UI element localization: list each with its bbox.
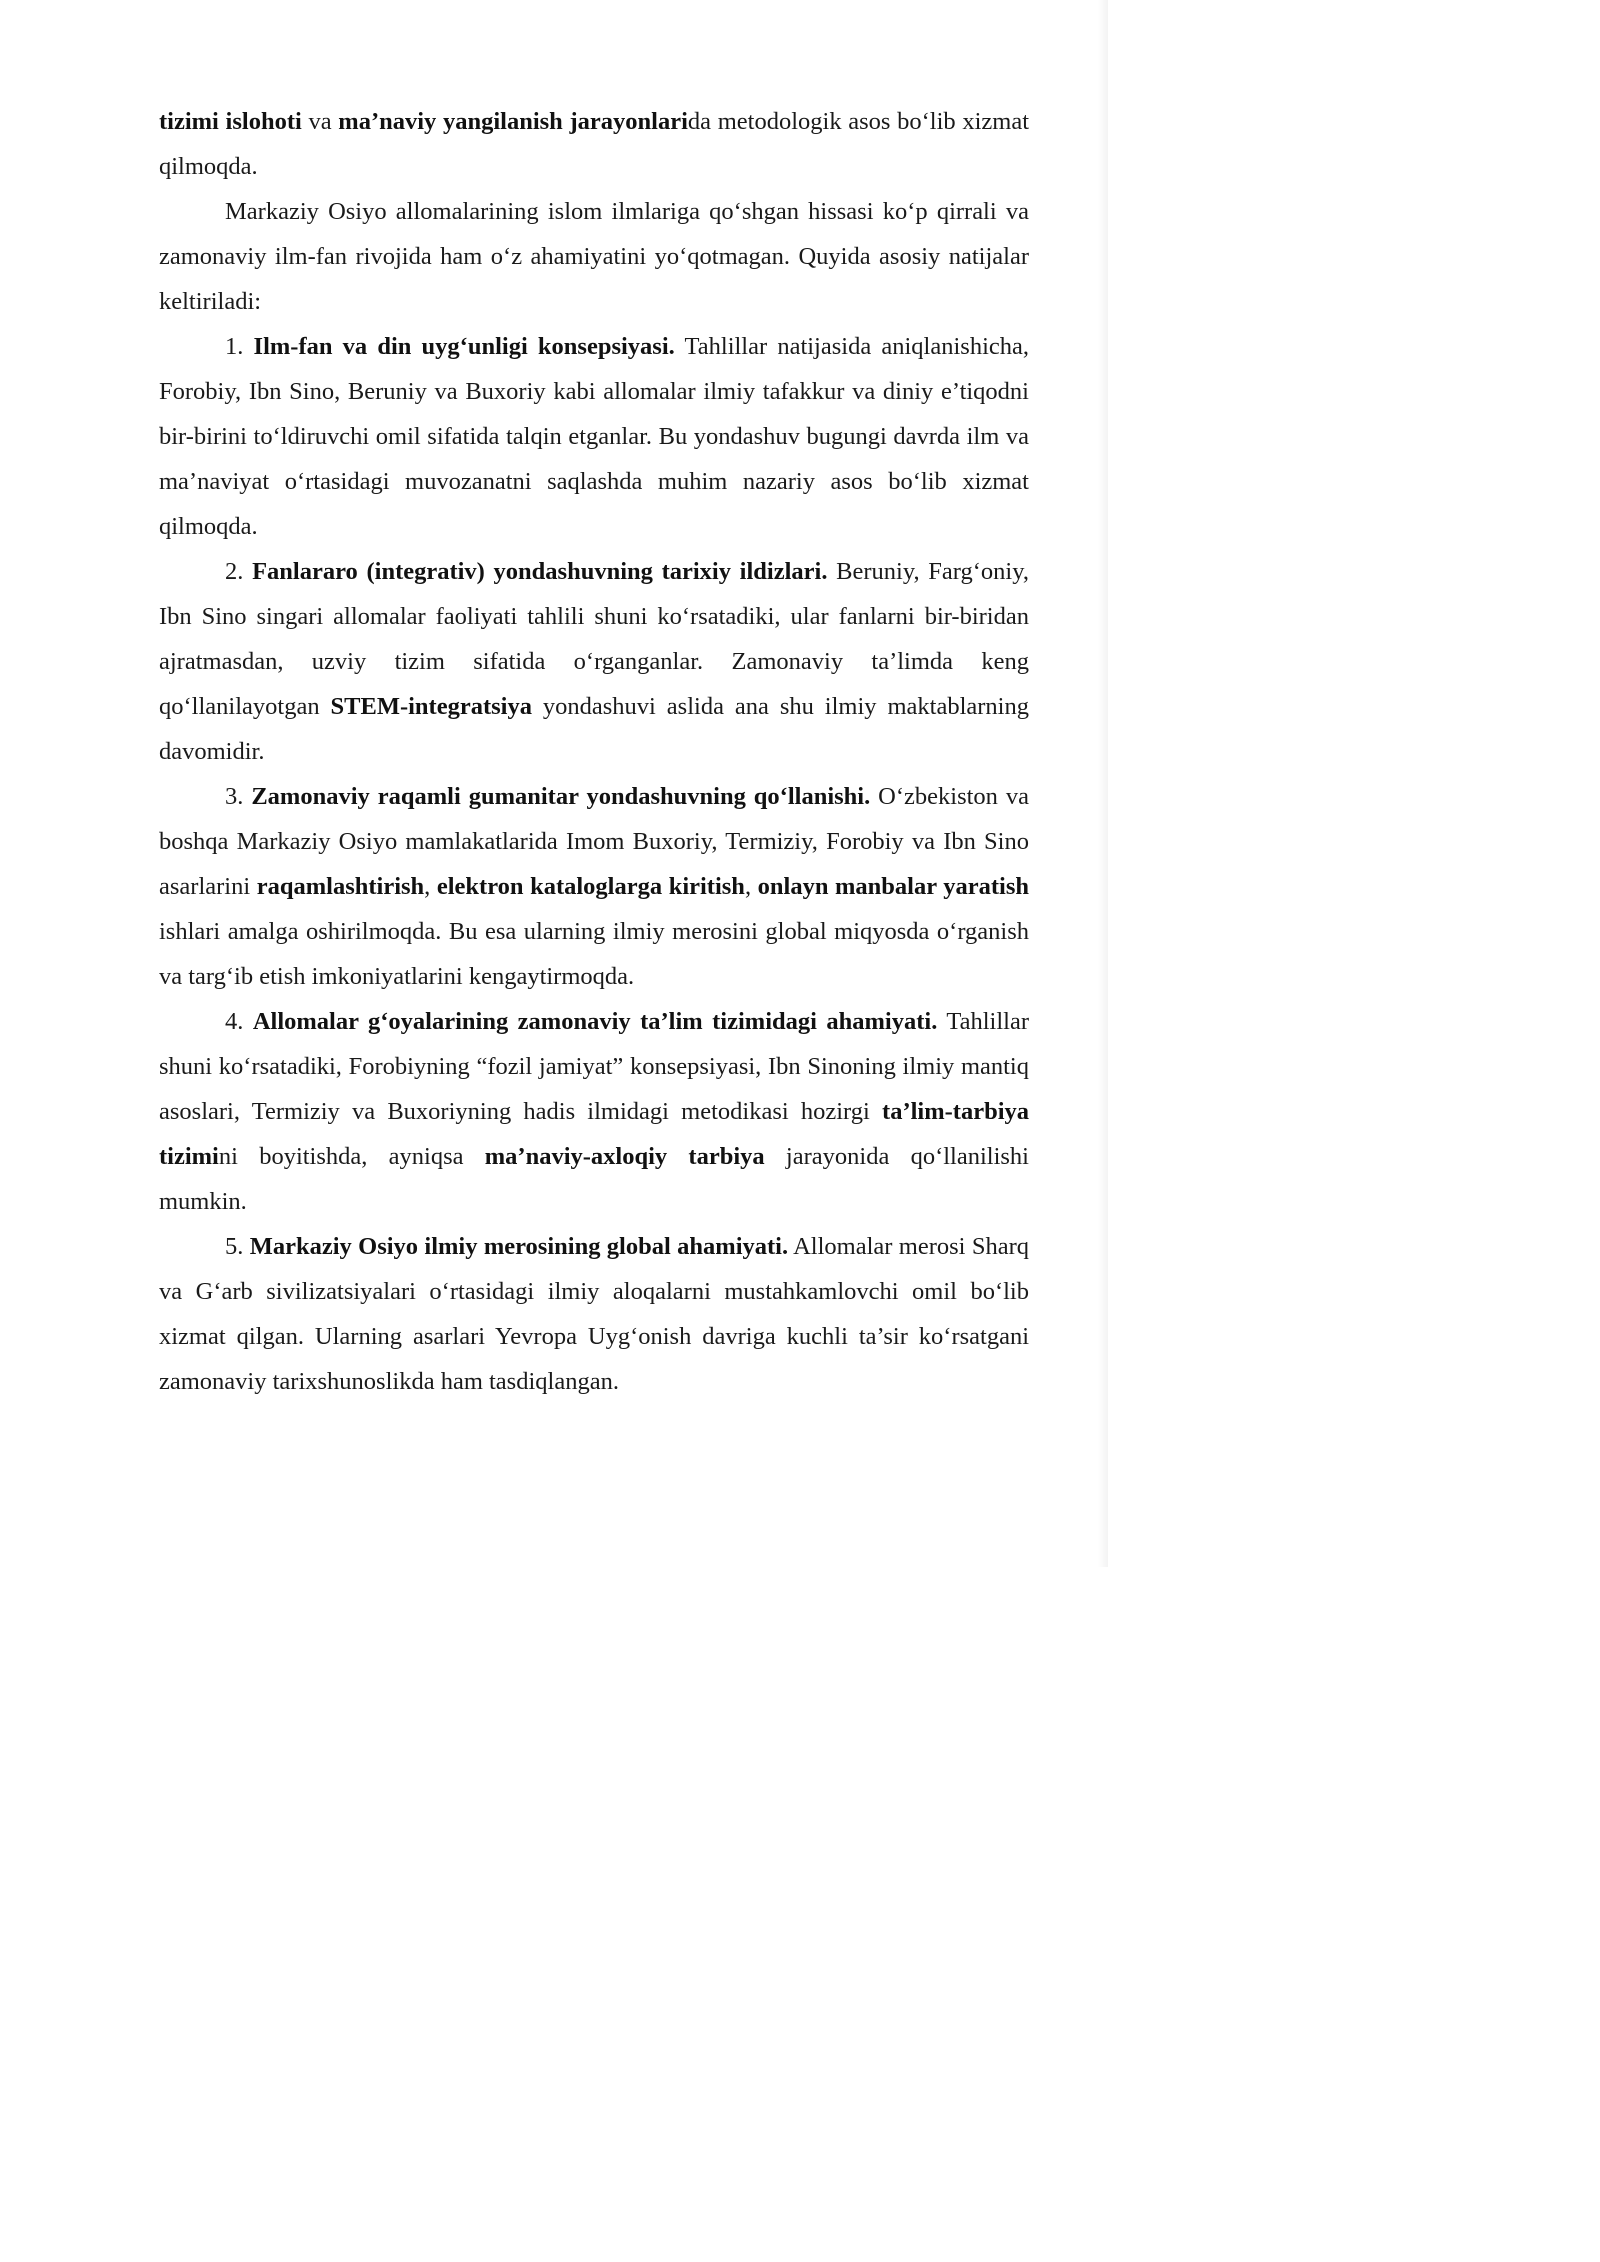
text-run: 2.: [225, 558, 253, 585]
paragraph-7: [159, 1224, 1029, 1404]
bold-text-run: ma’naviy yangilanish jarayonlari: [338, 108, 688, 135]
bold-text-run: onlayn manbalar yaratish: [757, 873, 1029, 900]
text-run: da metodologik asos bo‘lib xizmat qilmoqda.: [159, 108, 1030, 180]
bold-text-run: raqamlashtirish: [256, 873, 425, 900]
text-run: ishlari amalga oshirilmoqda. Bu esa ularning ilmiy merosini global miqyosda o‘rganish va targ‘ib etish imkoniyatlarini kengaytirmoqda.: [159, 918, 1029, 990]
text-run: 4.: [225, 1008, 253, 1035]
bold-text-run: ta’lim-tarbiya tizimi: [159, 1098, 1029, 1170]
paragraph-5: [159, 774, 1029, 999]
text-run: ,: [744, 873, 758, 900]
text-run: Markaziy Osiyo allomalarining islom ilmlariga qo‘shgan hissasi ko‘p qirrali va zamonaviy ilm-fan rivojida ham o‘z ahamiyatini yo‘qotmagan. Quyida asosiy natijalar keltiriladi:: [159, 198, 1029, 315]
text-run: 3.: [225, 783, 252, 810]
text-run: Allomalar merosi Sharq va G‘arb sivilizatsiyalari o‘rtasidagi ilmiy aloqalarni mustahkamlovchi omil bo‘lib xizmat qilgan. Ularning asarlari Yevropa Uyg‘onish davriga kuchli ta’sir ko‘rsatgani zamonaviy tarixshunoslikda ham tasdiqlangan.: [159, 1233, 1029, 1395]
bold-text-run: Markaziy Osiyo ilmiy merosining global ahamiyati.: [249, 1233, 789, 1260]
paragraph-4: [159, 549, 1029, 774]
paragraph-3: [159, 324, 1029, 549]
text-run: 5.: [225, 1233, 250, 1260]
paragraph-1: [159, 99, 1029, 189]
bold-text-run: STEM-integratsiya: [330, 693, 532, 720]
text-run: 1.: [225, 333, 254, 360]
text-run: ni boyitishda, ayniqsa: [218, 1143, 485, 1170]
paragraph-2: [159, 189, 1029, 324]
text-run: Beruniy, Farg‘oniy, Ibn Sino singari allomalar faoliyati tahlili shuni ko‘rsatadiki, ular fanlarni bir-biridan ajratmasdan, uzviy tizim sifatida o‘rganganlar. Zamonaviy ta’limda keng qo‘llanilayotgan: [159, 558, 1030, 720]
page-edge-shadow: [1098, 0, 1108, 1567]
paragraph-6: [159, 999, 1029, 1224]
text-run: Tahlillar shuni ko‘rsatadiki, Forobiyning “fozil jamiyat” konsepsiyasi, Ibn Sinoning ilmiy mantiq asoslari, Termiziy va Buxoriyning hadis ilmidagi metodikasi hozirgi: [159, 1008, 1030, 1125]
text-run: jarayonida qo‘llanilishi mumkin.: [159, 1143, 1029, 1215]
bold-text-run: tizimi islohoti: [159, 108, 302, 135]
text-run: ,: [424, 873, 437, 900]
bold-text-run: Fanlararo (integrativ) yondashuvning tarixiy ildizlari.: [252, 558, 828, 585]
bold-text-run: Zamonaviy raqamli gumanitar yondashuvning qo‘llanishi.: [251, 783, 871, 810]
bold-text-run: Allomalar g‘oyalarining zamonaviy ta’lim tizimidagi ahamiyati.: [252, 1008, 938, 1035]
text-run: O‘zbekiston va boshqa Markaziy Osiyo mamlakatlarida Imom Buxoriy, Termiziy, Forobiy va Ibn Sino asarlarini: [159, 783, 1030, 900]
document-page: [0, 0, 1108, 1567]
bold-text-run: Ilm-fan va din uyg‘unligi konsepsiyasi.: [253, 333, 675, 360]
bold-text-run: elektron kataloglarga kiritish: [436, 873, 745, 900]
text-run: Tahlillar natijasida aniqlanishicha, Forobiy, Ibn Sino, Beruniy va Buxoriy kabi allomalar ilmiy tafakkur va diniy e’tiqodni bir-birini to‘ldiruvchi omil sifatida talqin etganlar. Bu yondashuv bugungi davrda ilm va ma’naviyat o‘rtasidagi muvozanatni saqlashda muhim nazariy asos bo‘lib xizmat qilmoqda.: [159, 333, 1030, 540]
bold-text-run: ma’naviy-axloqiy tarbiya: [484, 1143, 765, 1170]
text-run: yondashuvi aslida ana shu ilmiy maktablarning davomidir.: [159, 693, 1029, 765]
body-text: [159, 99, 1029, 1404]
text-run: va: [301, 108, 339, 135]
